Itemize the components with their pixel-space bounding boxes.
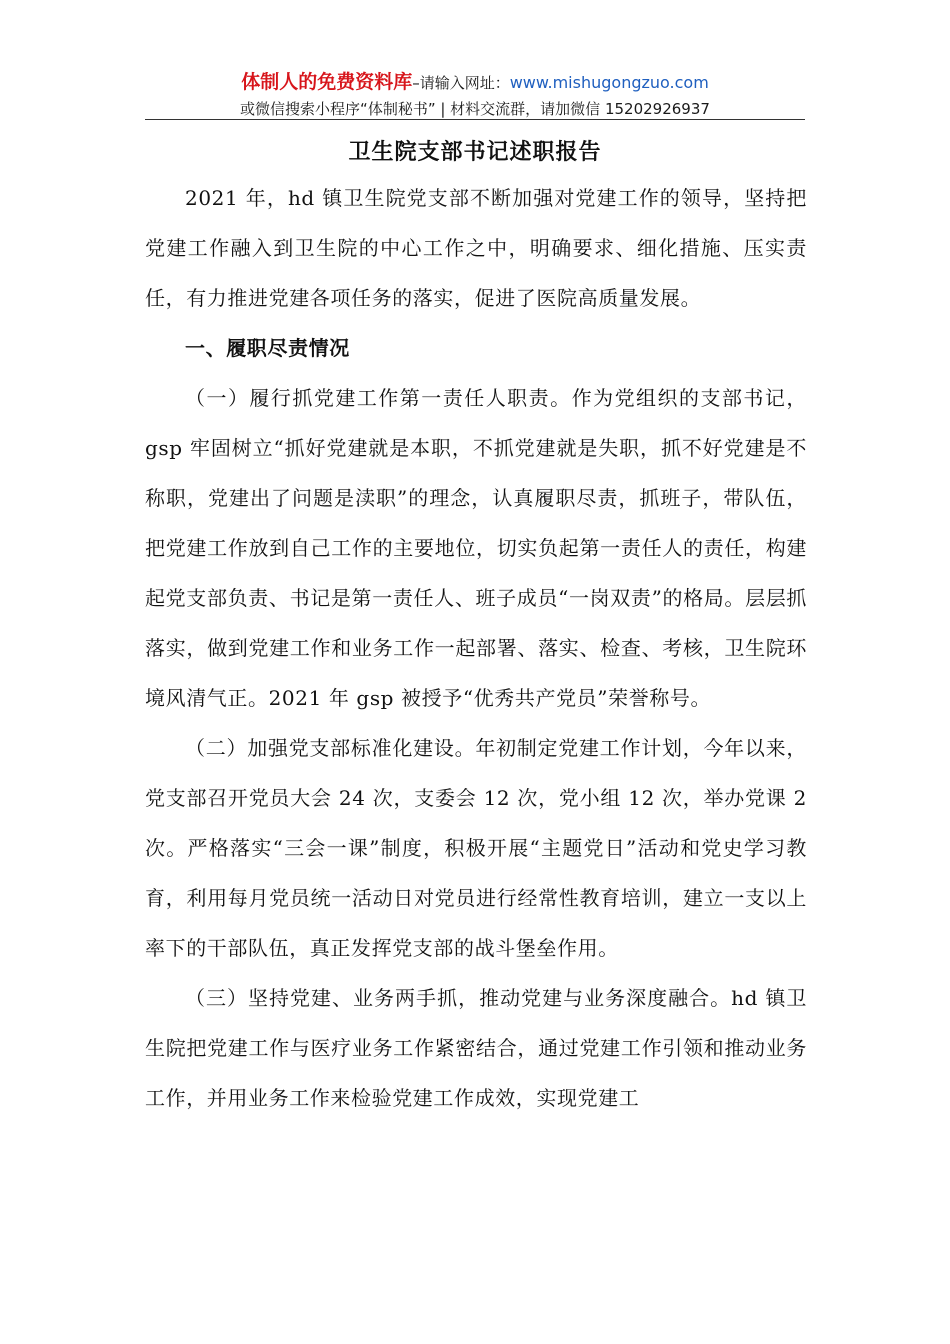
header-divider xyxy=(145,119,805,120)
intro-paragraph: 2021 年，hd 镇卫生院党支部不断加强对党建工作的领导，坚持把党建工作融入到卫生院的中心工作之中，明确要求、细化措施、压实责任，有力推进党建各项任务的落实，促进了医院高质量发展。 xyxy=(145,186,807,310)
section-heading: 一、履职尽责情况 xyxy=(185,336,350,360)
paragraph-2: （二）加强党支部标准化建设。年初制定党建工作计划，今年以来，党支部召开党员大会 24 次，支委会 12 次，党小组 12 次，举办党课 2 次。严格落实“三会一课”制度，积极开展“主题党日”活动和党史学习教育，利用每月党员统一活动日对党员进行经常性教育培训，建立一支以上率下的干部队伍，真正发挥党支部的战斗堡垒作用。 xyxy=(145,736,807,960)
brand-text: 体制人的免费资料库 xyxy=(241,71,413,93)
header-line-2: 或微信搜索小程序“体制秘书” | 材料交流群，请加微信 15202926937 xyxy=(240,100,710,118)
header-line-1 xyxy=(145,68,805,96)
paragraph-3: （三）坚持党建、业务两手抓，推动党建与业务深度融合。hd 镇卫生院把党建工作与医疗业务工作紧密结合，通过党建工作引领和推动业务工作，并用业务工作来检验党建工作成效，实现党建工 xyxy=(145,986,807,1110)
url-prompt: –请输入网址： xyxy=(412,74,510,92)
document-title: 卫生院支部书记述职报告 xyxy=(348,139,602,165)
document-body xyxy=(145,173,807,1123)
paragraph-1: （一）履行抓党建工作第一责任人职责。作为党组织的支部书记，gsp 牢固树立“抓好党建就是本职，不抓党建就是失职，抓不好党建是不称职，党建出了问题是渎职”的理念，认真履职尽责，抓班子，带队伍，把党建工作放到自己工作的主要地位，切实负起第一责任人的责任，构建起党支部负责、书记是第一责任人、班子成员“一岗双责”的格局。层层抓落实，做到党建工作和业务工作一起部署、落实、检查、考核，卫生院环境风清气正。2021 年 gsp 被授予“优秀共产党员”荣誉称号。 xyxy=(145,386,807,710)
website-link[interactable]: www.mishugongzuo.com xyxy=(509,73,709,92)
promo-header xyxy=(145,68,805,122)
